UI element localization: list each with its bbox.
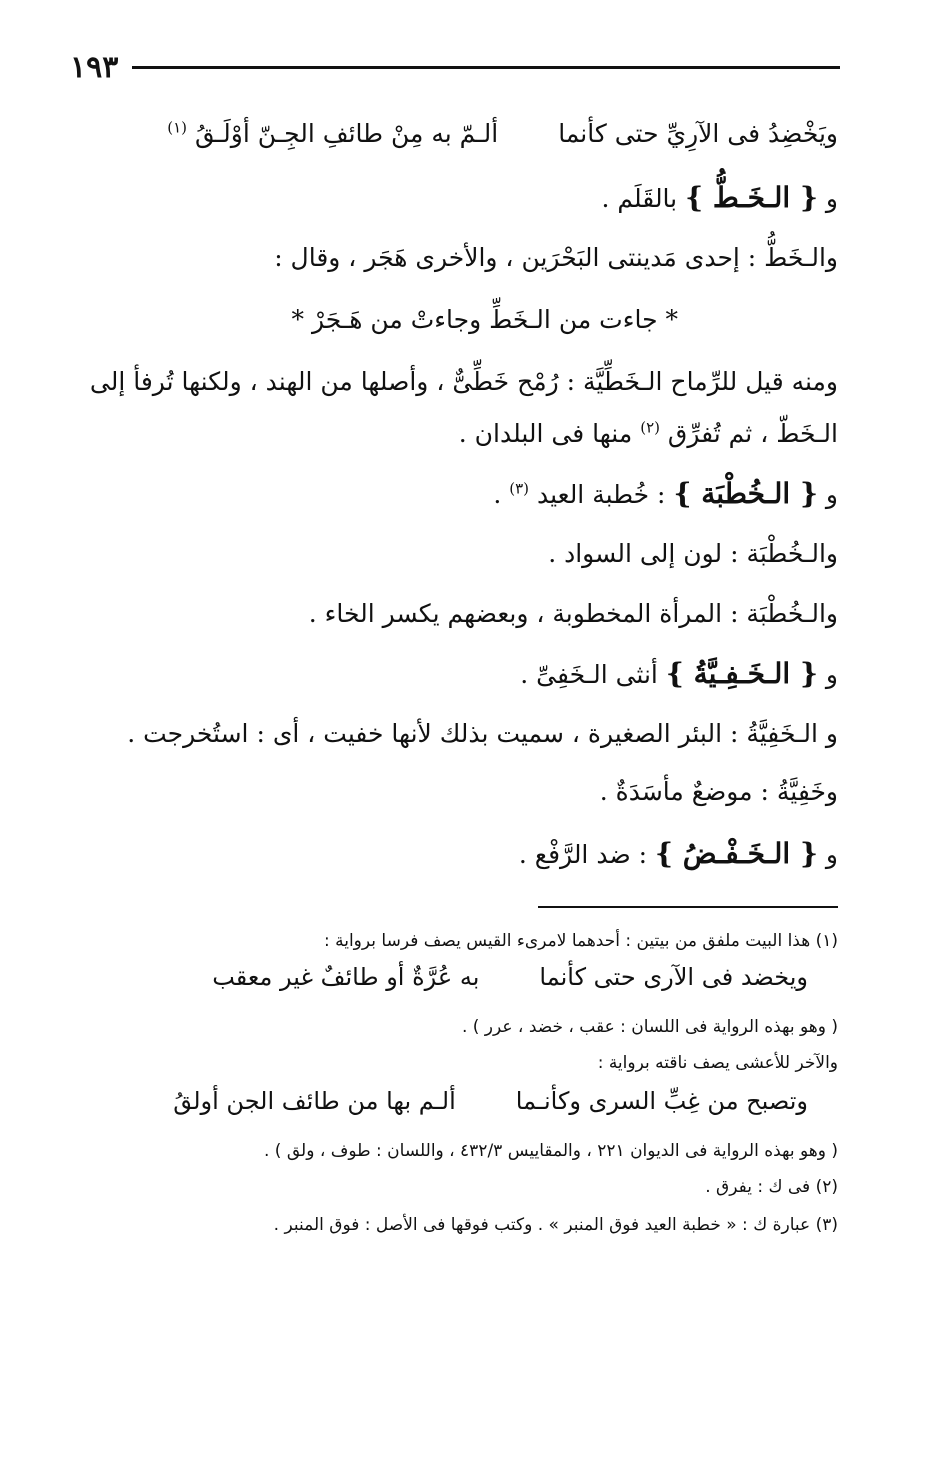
footnote-line: (١) هذا البيت ملفق من بيتين : أحدهما لامرىء القيس يصف فرسا برواية : xyxy=(323,931,838,951)
page-header xyxy=(60,48,840,88)
header-rule xyxy=(132,66,840,69)
footnote-verse-second-hemistich: ألـم بها من طائف الجن أولقُ xyxy=(173,1087,456,1115)
text-segment: منها فى البلدان . xyxy=(458,419,641,448)
entry-tail: . xyxy=(493,480,510,509)
entry-line xyxy=(493,476,838,512)
entry-prefix: و xyxy=(817,184,838,213)
verse-second-hemistich-text: ألـمّ به مِنْ طائفِ الجِـنّ أوْلَـقُ xyxy=(194,119,499,148)
verse-line xyxy=(167,118,838,151)
verse-second-hemistich xyxy=(167,118,498,151)
text-line: و الـخَفِيَّةُ : البئر الصغيرة ، سميت بذلك لأنها خفيت ، أى : استُخرجت . xyxy=(127,719,838,748)
entry-definition: : خُطبة العيد xyxy=(529,480,674,509)
footnote-verse xyxy=(212,962,808,993)
footnote-line: والآخر للأعشى يصف ناقته برواية : xyxy=(597,1053,838,1073)
footnote-verse xyxy=(173,1086,808,1117)
footnote-marker: (٢) xyxy=(640,418,660,437)
footnote-verse-first-hemistich: وتصبح من غِبِّ السرى وكأنـما xyxy=(515,1087,808,1115)
text-line xyxy=(459,418,838,451)
footnote-line: (٢) فى ك : يفرق . xyxy=(705,1177,838,1197)
text-line: والـخُطْبَة : المرأة المخطوبة ، وبعضهم يكسر الخاء . xyxy=(308,599,838,628)
footnote-verse-second-hemistich: به عُرَّةٌ أو طائفٌ غير معقب xyxy=(212,963,480,991)
entry-definition: أنثى الـخَفِىِّ . xyxy=(520,660,666,689)
entry-line xyxy=(601,180,838,216)
entry-line xyxy=(520,656,838,692)
footnote-marker: (٣) xyxy=(509,479,530,498)
entry-prefix: و xyxy=(817,480,838,509)
footnote-line: (٣) عبارة ك : « خطبة العيد فوق المنبر » . وكتب فوقها فى الأصل : فوق المنبر . xyxy=(273,1215,838,1235)
text-line: والـخُطْبَة : لون إلى السواد . xyxy=(548,539,838,568)
entry-headword: { الـخَـفِـيَّةُ } xyxy=(665,657,818,690)
poetic-quote-line: * جاءت من الـخَطِّ وجاءتْ من هَـجَرْ * xyxy=(291,305,678,334)
entry-definition: بالقَلَم . xyxy=(601,184,686,213)
verse-first-hemistich: ويَخْضِدُ فى الآرِيِّ حتى كأنما xyxy=(558,119,838,148)
footnote-verse-first-hemistich: ويخضد فى الآرى حتى كأنما xyxy=(539,963,808,991)
entry-prefix: و xyxy=(817,660,838,689)
text-line: وخَفِيَّةُ : موضعٌ مأسَدَةٌ . xyxy=(599,777,838,806)
footnote-line: ( وهو بهذه الرواية فى الديوان ٢٢١ ، والمقاييس ٤٣٢/٣ ، واللسان : طوف ، ولق ) . xyxy=(264,1141,838,1161)
footnote-separator xyxy=(538,906,838,908)
text-segment: الـخَطّ ، ثم تُفرِّق xyxy=(659,419,838,448)
text-line: والـخَطُّ : إحدى مَدينتى البَحْرَين ، والأخرى هَجَر ، وقال : xyxy=(274,243,838,272)
page-number: ١٩٣ xyxy=(70,50,119,85)
entry-headword: { الـخَـطُّ } xyxy=(685,181,818,214)
entry-line xyxy=(519,836,838,872)
footnote-marker: (١) xyxy=(167,118,187,137)
entry-definition: : ضد الرَّفْع . xyxy=(518,840,655,869)
entry-headword: { الـخُطْبَة } xyxy=(673,477,818,510)
entry-headword: { الـخَـفْـضُ } xyxy=(655,837,818,870)
footnote-line: ( وهو بهذه الرواية فى اللسان : عقب ، خضد ، عرر ) . xyxy=(461,1017,838,1037)
entry-prefix: و xyxy=(817,840,838,869)
text-line: ومنه قيل للرِّماح الـخَطِّيَّة : رُمْح خَطِّىٌّ ، وأصلها من الهند ، ولكنها تُرفأ إلى xyxy=(89,367,838,396)
